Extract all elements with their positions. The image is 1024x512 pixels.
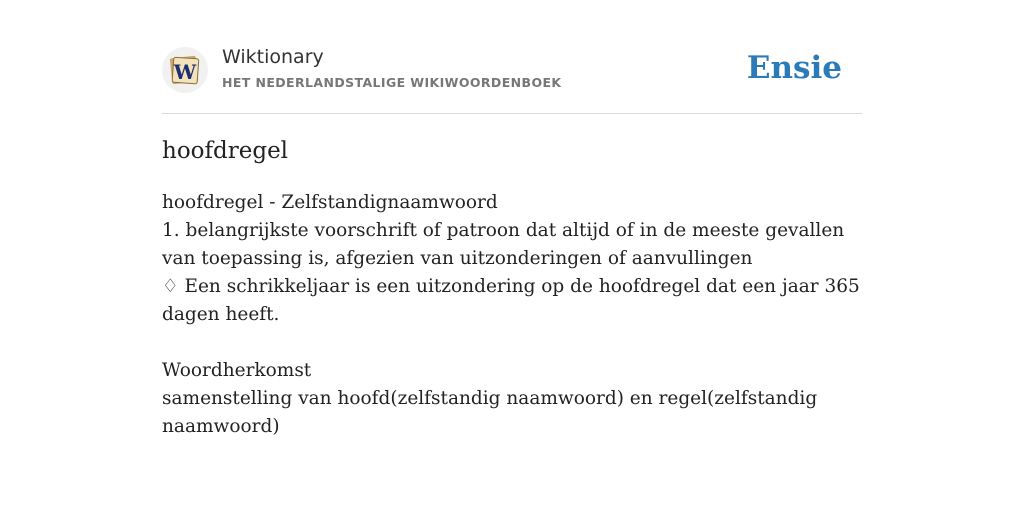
section-spacer xyxy=(162,329,862,357)
etymology-text: samenstelling van hoofd(zelfstandig naamwoord) en regel(zelfstandig naamwoord) xyxy=(162,388,818,437)
ensie-brand-logo[interactable]: Ensie xyxy=(746,50,842,86)
page-title: hoofdregel xyxy=(162,138,289,164)
etymology-heading: Woordherkomst xyxy=(162,360,312,381)
entry-heading: hoofdregel - Zelfstandignaamwoord xyxy=(162,192,498,213)
entry-content xyxy=(162,189,862,441)
wiktionary-logo[interactable] xyxy=(162,47,208,93)
entry-definition: 1. belangrijkste voorschrift of patroon dat altijd of in de meeste gevallen van toepassing is, afgezien van uitzonderingen of aanvullingen xyxy=(162,220,845,269)
entry-example: ♢ Een schrikkeljaar is een uitzondering op de hoofdregel dat een jaar 365 dagen heeft. xyxy=(162,276,860,325)
wiktionary-logo-icon xyxy=(168,53,202,87)
logo-letter: W xyxy=(173,60,197,84)
page-container xyxy=(162,0,862,437)
site-subtitle: HET NEDERLANDSTALIGE WIKIWOORDENBOEK xyxy=(222,75,562,90)
site-name[interactable]: Wiktionary xyxy=(222,46,324,68)
site-header xyxy=(162,0,862,114)
